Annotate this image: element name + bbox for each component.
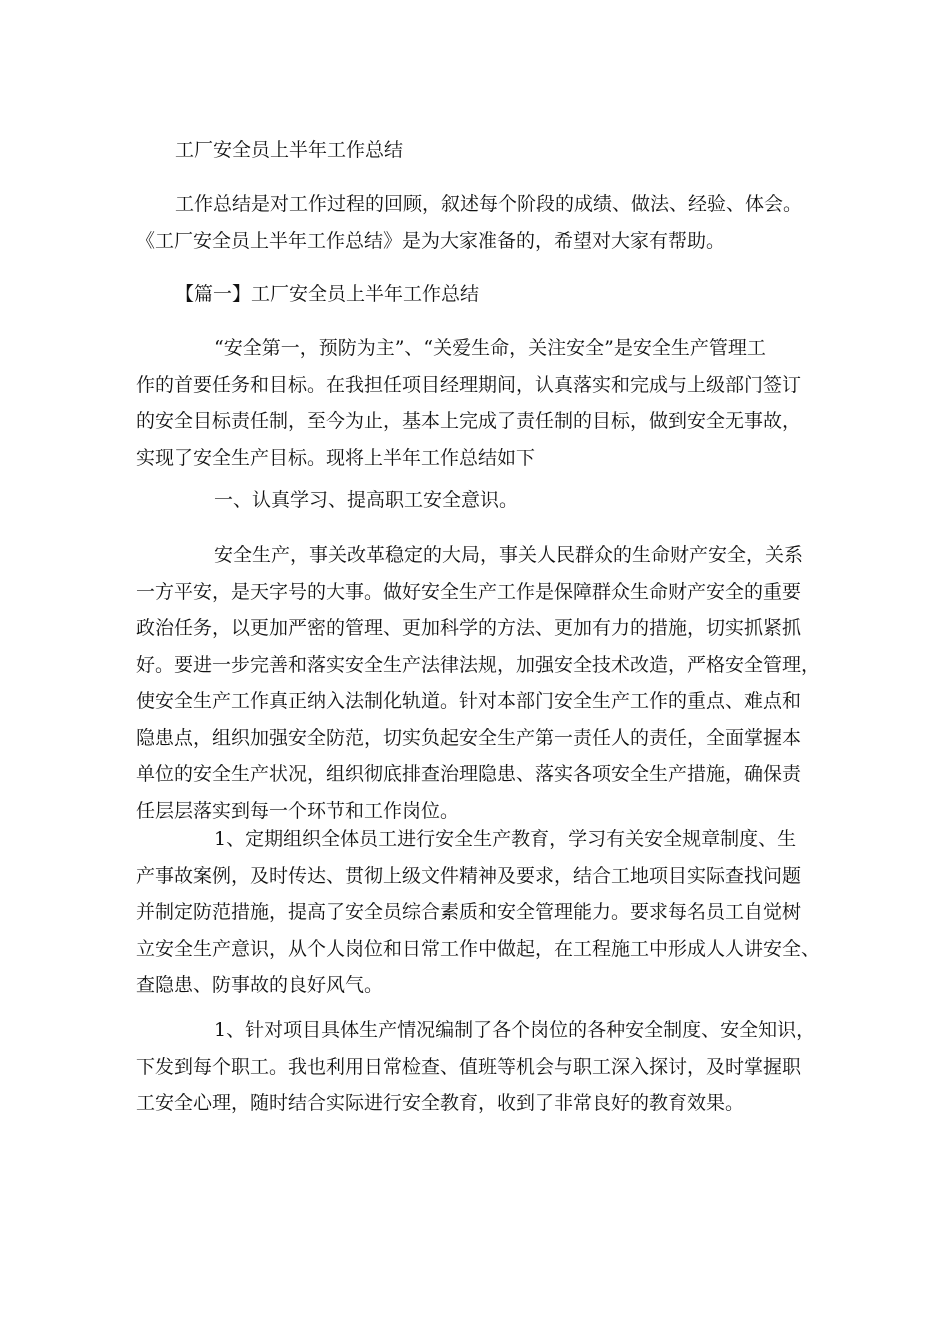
- document-title: 工厂安全员上半年工作总结: [175, 139, 404, 161]
- paragraph-4: [136, 1012, 815, 1122]
- para4-line-1: 1、针对项目具体生产情况编制了各个岗位的各种安全制度、安全知识，: [214, 1019, 816, 1041]
- para1-line-1: “安全第一，预防为主”、“关爱生命，关注安全”是安全生产管理工: [214, 337, 766, 359]
- para2-line-2: 一方平安，是天字号的大事。做好安全生产工作是保障群众生命财产安全的重要: [136, 580, 802, 603]
- para3-line-5: 查隐患、防事故的良好风气。: [136, 974, 384, 996]
- para1-line-2: 作的首要任务和目标。在我担任项目经理期间，认真落实和完成与上级部门签订: [136, 373, 802, 396]
- para4-line-3: 工安全心理，随时结合实际进行安全教育，收到了非常良好的教育效果。: [136, 1092, 745, 1114]
- para2-line-6: 隐患点，组织加强安全防范，切实负起安全生产第一责任人的责任，全面掌握本: [136, 726, 802, 749]
- para2-line-4: 好。要进一步完善和落实安全生产法律法规，加强安全技术改造，严格安全管理，: [136, 653, 821, 676]
- paragraph-2: [136, 537, 820, 829]
- para2-line-1: 安全生产，事关改革稳定的大局，事关人民群众的生命财产安全，关系: [214, 544, 804, 566]
- paragraph-1: [136, 330, 801, 476]
- para1-line-4: 实现了安全生产目标。现将上半年工作总结如下: [136, 446, 536, 469]
- para4-line-2: 下发到每个职工。我也利用日常检查、值班等机会与职工深入探讨，及时掌握职: [136, 1055, 802, 1078]
- para3-line-3: 并制定防范措施，提高了安全员综合素质和安全管理能力。要求每名员工自觉树: [136, 901, 802, 923]
- para2-line-8: 任层层落实到每一个环节和工作岗位。: [136, 799, 460, 822]
- para3-line-2: 产事故案例，及时传达、贯彻上级文件精神及要求，结合工地项目实际查找问题: [136, 864, 802, 887]
- intro-line-1: 工作总结是对工作过程的回顾，叙述每个阶段的成绩、做法、经验、体会。: [175, 193, 803, 215]
- intro-paragraph: [136, 186, 802, 259]
- para3-line-1: 1、定期组织全体员工进行安全生产教育，学习有关安全规章制度、生: [214, 828, 797, 850]
- para2-line-5: 使安全生产工作真正纳入法制化轨道。针对本部门安全生产工作的重点、难点和: [136, 690, 802, 712]
- intro-line-2: 《工厂安全员上半年工作总结》是为大家准备的，希望对大家有帮助。: [136, 229, 726, 252]
- section-heading: 【篇一】工厂安全员上半年工作总结: [175, 283, 480, 305]
- para3-line-4: 立安全生产意识，从个人岗位和日常工作中做起，在工程施工中形成人人讲安全、: [136, 937, 821, 960]
- paragraph-3: [136, 821, 820, 1004]
- para2-line-7: 单位的安全生产状况，组织彻底排查治理隐患、落实各项安全生产措施，确保责: [136, 763, 802, 785]
- heading-1: 一、认真学习、提高职工安全意识。: [214, 489, 519, 511]
- para1-line-3: 的安全目标责任制，至今为止，基本上完成了责任制的目标，做到安全无事故，: [136, 410, 802, 432]
- para2-line-3: 政治任务，以更加严密的管理、更加科学的方法、更加有力的措施，切实抓紧抓: [136, 617, 802, 639]
